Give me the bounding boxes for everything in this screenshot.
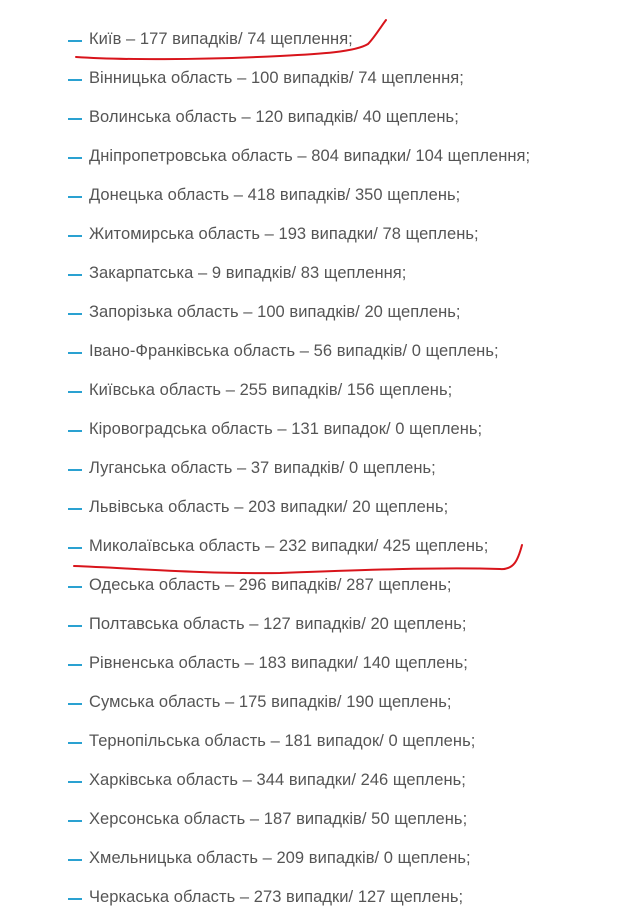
list-item-text: Сумська область – 175 випадків/ 190 щеплень; bbox=[89, 693, 452, 711]
dash-bullet-icon bbox=[68, 781, 82, 783]
list-item bbox=[0, 60, 640, 99]
list-item bbox=[0, 567, 640, 606]
list-item-text: Закарпатська – 9 випадків/ 83 щеплення; bbox=[89, 264, 407, 282]
list-item bbox=[0, 294, 640, 333]
list-item-text: Полтавська область – 127 випадків/ 20 щеплень; bbox=[89, 615, 467, 633]
list-item-text: Тернопільська область – 181 випадок/ 0 щеплень; bbox=[89, 732, 476, 750]
list-item-text: Київ – 177 випадків/ 74 щеплення; bbox=[89, 30, 353, 48]
dash-bullet-icon bbox=[68, 391, 82, 393]
list-item-text: Миколаївська область – 232 випадки/ 425 щеплень; bbox=[89, 537, 489, 555]
list-item-text: Луганська область – 37 випадків/ 0 щеплень; bbox=[89, 459, 436, 477]
list-item-text: Донецька область – 418 випадків/ 350 щеплень; bbox=[89, 186, 461, 204]
list-item bbox=[0, 216, 640, 255]
dash-bullet-icon bbox=[68, 157, 82, 159]
dash-bullet-icon bbox=[68, 313, 82, 315]
dash-bullet-icon bbox=[68, 820, 82, 822]
dash-bullet-icon bbox=[68, 664, 82, 666]
dash-bullet-icon bbox=[68, 430, 82, 432]
dash-bullet-icon bbox=[68, 586, 82, 588]
list-item-text: Івано-Франківська область – 56 випадків/ 0 щеплень; bbox=[89, 342, 499, 360]
dash-bullet-icon bbox=[68, 274, 82, 276]
list-item-text: Київська область – 255 випадків/ 156 щеплень; bbox=[89, 381, 453, 399]
list-item bbox=[0, 840, 640, 879]
list-item bbox=[0, 411, 640, 450]
dash-bullet-icon bbox=[68, 118, 82, 120]
list-item-text: Вінницька область – 100 випадків/ 74 щеплення; bbox=[89, 69, 464, 87]
list-item bbox=[0, 723, 640, 762]
dash-bullet-icon bbox=[68, 352, 82, 354]
list-item bbox=[0, 684, 640, 723]
list-item-text: Запорізька область – 100 випадків/ 20 щеплень; bbox=[89, 303, 461, 321]
list-item bbox=[0, 21, 640, 60]
dash-bullet-icon bbox=[68, 742, 82, 744]
dash-bullet-icon bbox=[68, 196, 82, 198]
list-item-text: Хмельницька область – 209 випадків/ 0 щеплень; bbox=[89, 849, 471, 867]
dash-bullet-icon bbox=[68, 859, 82, 861]
dash-bullet-icon bbox=[68, 508, 82, 510]
list-item bbox=[0, 333, 640, 372]
list-item-text: Херсонська область – 187 випадків/ 50 щеплень; bbox=[89, 810, 468, 828]
list-item-text: Харківська область – 344 випадки/ 246 щеплень; bbox=[89, 771, 466, 789]
list-item-text: Волинська область – 120 випадків/ 40 щеплень; bbox=[89, 108, 459, 126]
list-item bbox=[0, 606, 640, 645]
list-item bbox=[0, 879, 640, 918]
list-item bbox=[0, 489, 640, 528]
list-item bbox=[0, 372, 640, 411]
list-item bbox=[0, 801, 640, 840]
list-item bbox=[0, 645, 640, 684]
list-item-text: Львівська область – 203 випадки/ 20 щеплень; bbox=[89, 498, 449, 516]
list-item bbox=[0, 99, 640, 138]
list-item bbox=[0, 450, 640, 489]
dash-bullet-icon bbox=[68, 40, 82, 42]
list-item-text: Черкаська область – 273 випадки/ 127 щеплень; bbox=[89, 888, 464, 906]
list-item bbox=[0, 528, 640, 567]
list-item-text: Дніпропетровська область – 804 випадки/ 104 щеплення; bbox=[89, 147, 531, 165]
dash-bullet-icon bbox=[68, 235, 82, 237]
dash-bullet-icon bbox=[68, 469, 82, 471]
list-item bbox=[0, 138, 640, 177]
list-item-text: Рівненська область – 183 випадки/ 140 щеплень; bbox=[89, 654, 468, 672]
list-item bbox=[0, 177, 640, 216]
list-item bbox=[0, 255, 640, 294]
dash-bullet-icon bbox=[68, 703, 82, 705]
list-item-text: Кіровоградська область – 131 випадок/ 0 щеплень; bbox=[89, 420, 483, 438]
dash-bullet-icon bbox=[68, 79, 82, 81]
list-item-text: Житомирська область – 193 випадки/ 78 щеплень; bbox=[89, 225, 479, 243]
list-item bbox=[0, 762, 640, 801]
dash-bullet-icon bbox=[68, 547, 82, 549]
dash-bullet-icon bbox=[68, 625, 82, 627]
list-item-text: Одеська область – 296 випадків/ 287 щеплень; bbox=[89, 576, 452, 594]
